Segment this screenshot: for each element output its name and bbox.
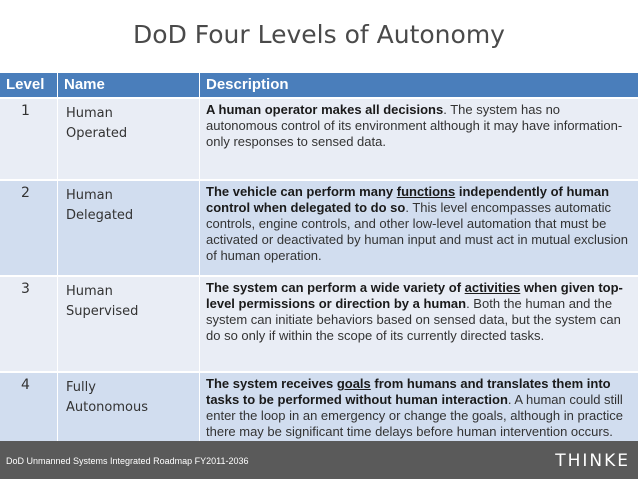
brand-logo: THINKE (555, 451, 630, 471)
description-text: from humans and translates them into tasks to be performed without human interaction (206, 376, 611, 407)
slide-title: DoD Four Levels of Autonomy (133, 20, 505, 49)
description-text: independently of human control when delegated to do so (206, 184, 610, 215)
name-cell (58, 181, 200, 275)
footer-source: DoD Unmanned Systems Integrated Roadmap FY2011-2036 (6, 456, 249, 466)
level-cell: 4 (0, 373, 58, 461)
description-text: The vehicle can perform many (206, 184, 397, 199)
description-keyword: goals (336, 376, 371, 391)
name-line: Human (66, 188, 113, 203)
name-line: Supervised (66, 304, 139, 319)
autonomy-levels-table (0, 73, 638, 461)
description-text: when given top-level permissions or direction by a human (206, 280, 623, 311)
header-description: Description (200, 73, 638, 97)
name-cell (58, 277, 200, 371)
description-keyword: activities (464, 280, 521, 295)
level-cell: 2 (0, 181, 58, 275)
table-row (0, 97, 638, 179)
table-row (0, 275, 638, 371)
level-cell: 1 (0, 99, 58, 179)
table-row (0, 179, 638, 275)
level-cell: 3 (0, 277, 58, 371)
description-text: The system receives (206, 376, 337, 391)
name-line: Autonomous (66, 400, 149, 415)
name-line: Fully (66, 380, 96, 395)
table-header-row (0, 73, 638, 97)
description-cell (200, 277, 638, 371)
description-text: . A human could still enter the loop in an emergency or change the goals, although in practice there may be significant time delays before human intervention occurs. (206, 392, 623, 439)
description-text: . This level encompasses automatic controls, engine controls, and other low-level automation that must be activated or deactivated by human input and must act in mutual exclusion of human operation. (206, 200, 629, 263)
description-keyword: functions (396, 184, 456, 199)
header-level: Level (0, 73, 58, 97)
description-text: A human operator makes all decisions (206, 102, 444, 117)
name-line: Human (66, 284, 113, 299)
description-cell (200, 99, 638, 179)
name-line: Operated (66, 126, 128, 141)
name-cell (58, 99, 200, 179)
description-cell (200, 181, 638, 275)
description-text: . Both the human and the system can initiate behaviors based on sensed data, but the system can do so only if within the scope of its currently directed tasks. (206, 296, 621, 343)
header-name: Name (58, 73, 200, 97)
name-line: Delegated (66, 208, 134, 223)
footer-bar (0, 441, 638, 479)
description-text: . The system has no autonomous control of its environment although it may have information-only responses to sensed data. (206, 102, 623, 149)
name-line: Human (66, 106, 113, 121)
description-text: The system can perform a wide variety of (206, 280, 465, 295)
